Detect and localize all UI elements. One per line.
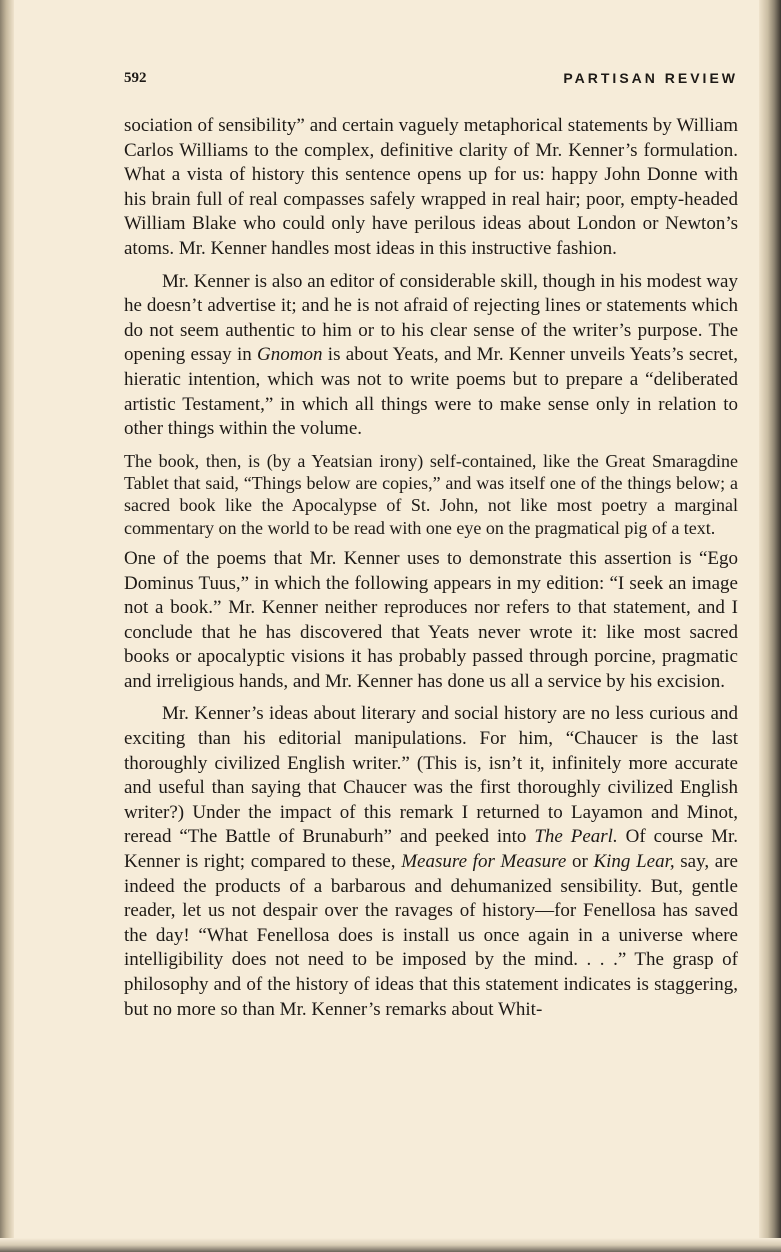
paragraph-1 [124, 114, 738, 262]
paragraph-5-text-b: Of course Mr. Kenner is right; compared to these, [124, 826, 738, 873]
running-head: PARTISAN REVIEW [563, 70, 738, 86]
paragraph-5 [124, 702, 738, 1022]
page-number: 592 [124, 70, 147, 86]
paragraph-2 [124, 270, 738, 442]
paragraph-2-text-b: is about Yeats, and Mr. Kenner unveils Yeats’s secret, hieratic intention, which was not to write poems but to prepare a “deliberated artistic Testament,” in which all things were to make sense only in relation to other things within the volume. [124, 344, 738, 440]
page-edge-shadow [759, 0, 781, 1252]
paragraph-2-text-a: Mr. Kenner is also an editor of considerable skill, though in his modest way he doesn’t advertise it; and he is not afraid of rejecting lines or statements which do not seem authentic to him or to his clear sense of the writer’s purpose. The opening essay in [124, 270, 738, 366]
paragraph-3-quoted [124, 450, 738, 539]
paragraph-5-text-a: Mr. Kenner’s ideas about literary and social history are no less curious and exciting than his editorial manipulations. For him, “Chaucer is the last thoroughly civilized English writer.” (This is, isn’t it, infinitely more accurate and useful than saying that Chaucer was the first thoroughly civilized English writer?) Under the impact of this remark I returned to Layamon and Minot, reread “The Battle of Brunaburh” and peeked into [124, 703, 738, 848]
paragraph-5-text-d: say, are indeed the products of a barbarous and dehumanized sensibility. But, gentle reader, let us not despair over the ravages of history—for Fenellosa has saved the day! “What Fenellosa does is install us once again in a universe where intelligibility does not need to be imposed by the mind. . . .” The grasp of philosophy and of the history of ideas that this statement indicates is staggering, but no more so than Mr. Kenner’s remarks about Whit- [124, 851, 738, 1020]
paragraph-4-text: One of the poems that Mr. Kenner uses to demonstrate this assertion is “Ego Dominus Tuus,” in which the following appears in my edition: “I seek an image not a book.” Mr. Kenner neither reproduces nor refers to that statement, and I conclude that he has discovered that Yeats never wrote it: like most sacred books or apocalyptic visions it has probably passed through porcine, pragmatic and irreligious hands, and Mr. Kenner has done us all a service by his excision. [124, 547, 738, 692]
paragraph-4 [124, 547, 738, 695]
page-bottom-edge [0, 1238, 781, 1252]
title-the-pearl: The Pearl. [534, 826, 618, 848]
body-text [124, 114, 738, 1030]
title-king-lear: King Lear, [593, 851, 675, 873]
page-gutter-shadow [0, 0, 14, 1252]
paragraph-5-text-c: or [566, 851, 594, 873]
paragraph-3-text: The book, then, is (by a Yeatsian irony) self-contained, like the Great Smaragdine Tablet that said, “Things below are copies,” and was itself one of the things below; a sacred book like the Apocalypse of St. John, not like most poetry a marginal commentary on the world to be read with one eye on the pragmatical pig of a text. [124, 450, 738, 538]
page-header [124, 70, 738, 94]
title-gnomon: Gnomon [257, 344, 323, 366]
paragraph-1-text: sociation of sensibility” and certain vaguely metaphorical statements by William Carlos Williams to the complex, definitive clarity of Mr. Kenner’s formulation. What a vista of history this sentence opens up for us: happy John Donne with his brain full of real compasses safely wrapped in real hair; poor, empty-headed William Blake who could only have perilous ideas about London or Newton’s atoms. Mr. Kenner handles most ideas in this instructive fashion. [124, 115, 738, 259]
title-measure-for-measure: Measure for Measure [401, 851, 567, 873]
